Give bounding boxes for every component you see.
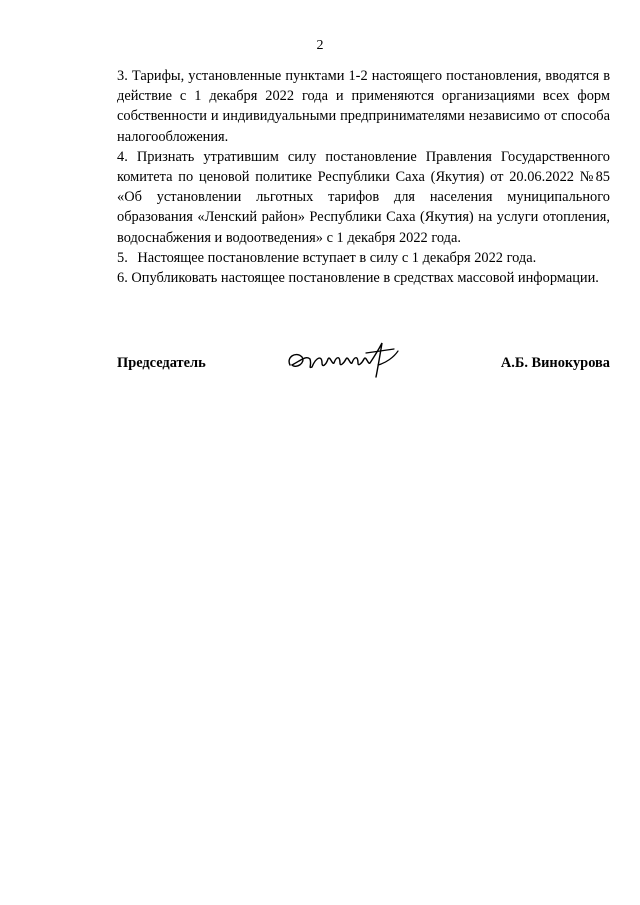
paragraph-6-number: 6. [117, 270, 128, 287]
signature-block [117, 345, 610, 395]
paragraph-4-number: 4. [117, 148, 128, 165]
paragraph-3 [117, 66, 610, 147]
signatory-name: А.Б. Винокурова [500, 355, 610, 371]
paragraph-5-text: Настоящее постановление вступает в силу с 1 декабря 2022 года. [137, 249, 537, 266]
paragraph-5 [117, 248, 610, 268]
paragraph-4 [117, 147, 610, 248]
paragraph-6-text: Опубликовать настоящее постановление в средствах массовой информации. [131, 270, 599, 287]
handwritten-signature [282, 335, 407, 385]
paragraph-6 [117, 268, 610, 288]
paragraph-4-text: Признать утратившим силу постановление Правления Государственного комитета по ценовой политике Республики Саха (Якутия) от 20.06.2022 №85 «Об установлении льготных тарифов для населения муниципального образования «Ленский район» Республики Саха (Якутия) на услуги отопления, водоснабжения и водоотведения» с 1 декабря 2022 года. [117, 148, 611, 246]
page-number: 2 [316, 38, 324, 53]
paragraph-3-text: Тарифы, установленные пунктами 1-2 настоящего постановления, вводятся в действие с 1 декабря 2022 года и применяются организациями всех форм собственности и индивидуальными предпринимателями независимо от способа налогообложения. [117, 68, 610, 145]
document-body [117, 66, 610, 288]
signatory-title: Председатель [117, 355, 206, 371]
paragraph-5-number: 5. [117, 249, 128, 266]
paragraph-3-number: 3. [117, 68, 128, 84]
